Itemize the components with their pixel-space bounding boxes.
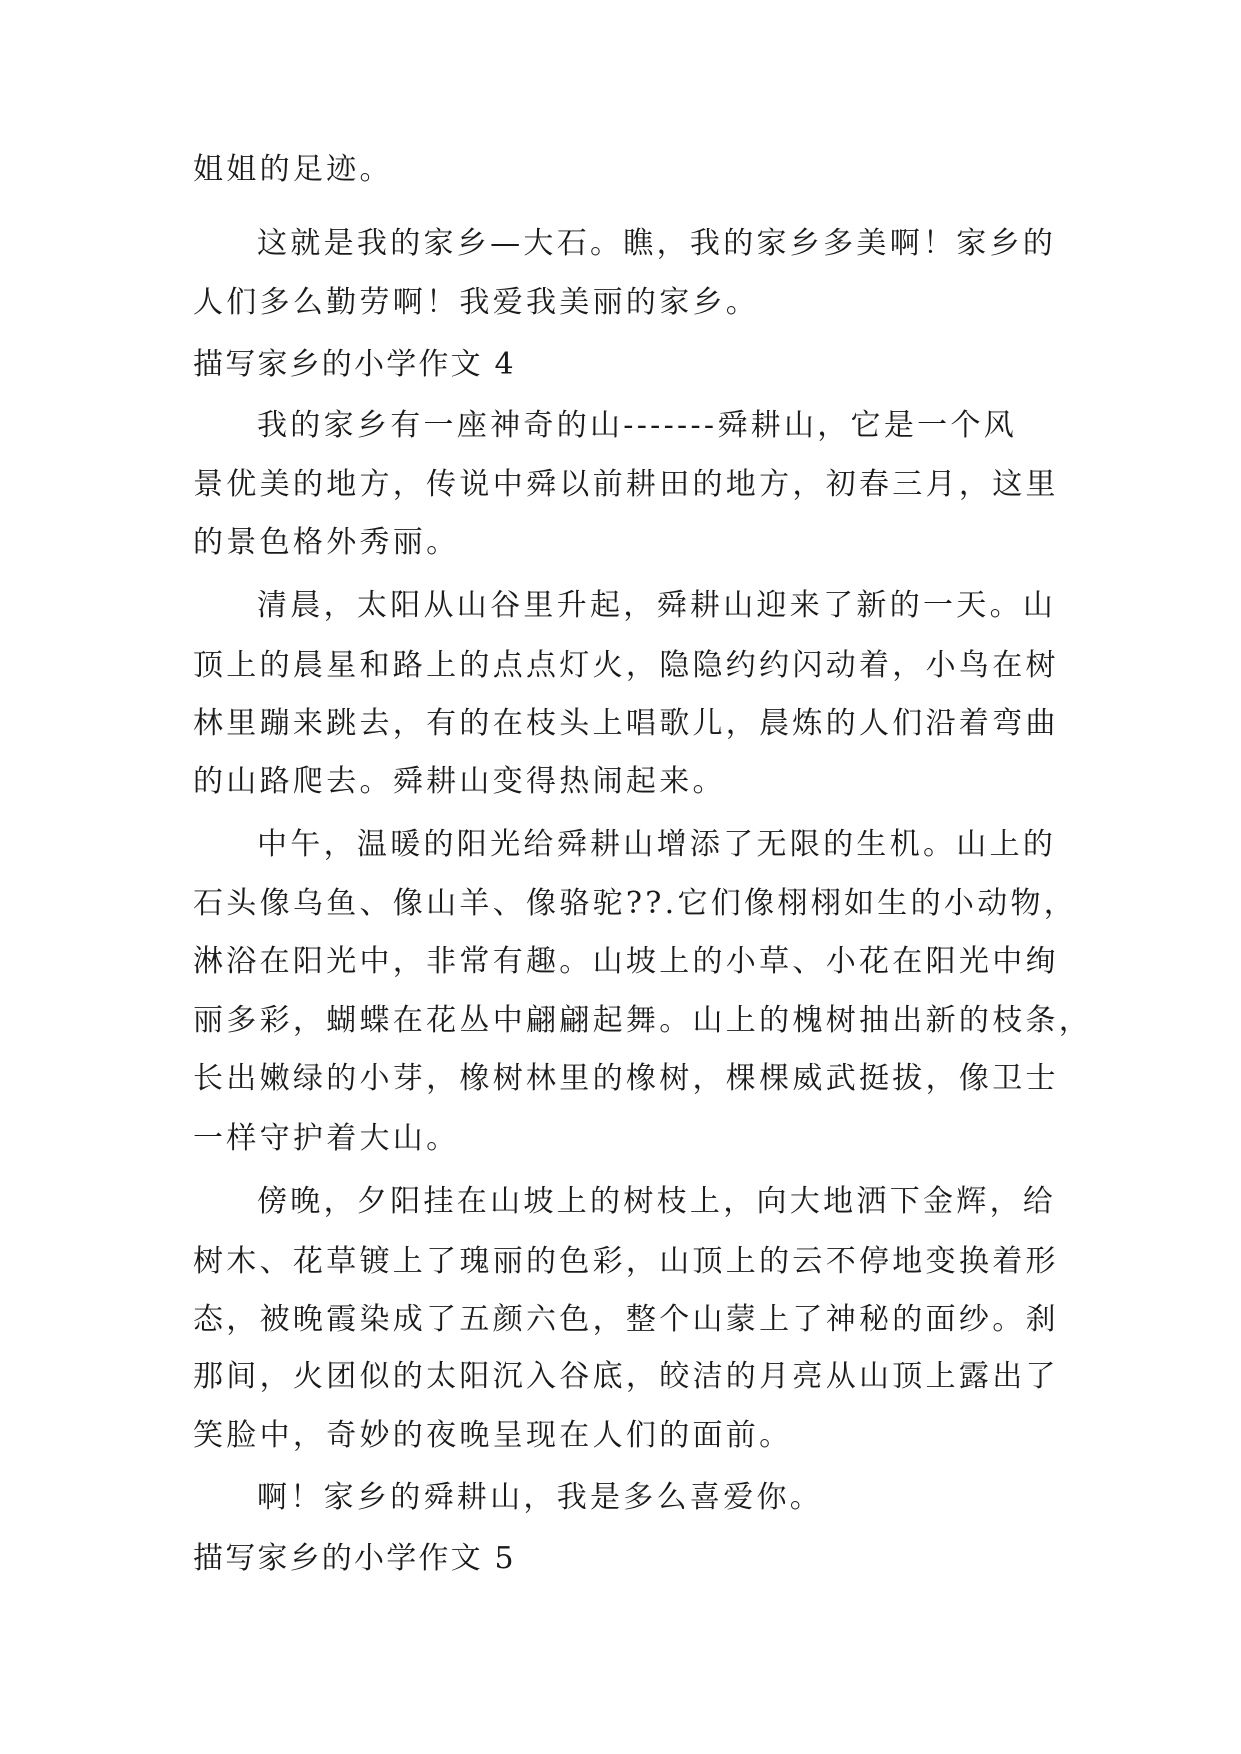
- text-line: 丽多彩，蝴蝶在花丛中翩翩起舞。山上的槐树抽出新的枝条，: [193, 1003, 1093, 1038]
- text-line: 那间，火团似的太阳沉入谷底，皎洁的月亮从山顶上露出了: [193, 1359, 1059, 1394]
- paragraph-start: 中午，温暖的阳光给舜耕山增添了无限的生机。山上的: [257, 827, 1057, 862]
- paragraph-start: 傍晚，夕阳挂在山坡上的树枝上，向大地洒下金辉，给: [257, 1184, 1057, 1219]
- text-line: 景优美的地方，传说中舜以前耕田的地方，初春三月，这里: [193, 467, 1059, 502]
- text-line: 人们多么勤劳啊！我爱我美丽的家乡。: [193, 285, 760, 320]
- paragraph-start: 我的家乡有一座神奇的山-------舜耕山，它是一个风: [257, 408, 1018, 443]
- text-line: 态，被晚霞染成了五颜六色，整个山蒙上了神秘的面纱。刹: [193, 1302, 1059, 1337]
- section-heading: 描写家乡的小学作文 4: [193, 347, 516, 382]
- paragraph-start: 清晨，太阳从山谷里升起，舜耕山迎来了新的一天。山: [257, 588, 1057, 623]
- text-line: 石头像乌鱼、像山羊、像骆驼??.它们像栩栩如生的小动物，: [193, 886, 1078, 921]
- text-line: 笑脸中，奇妙的夜晚呈现在人们的面前。: [193, 1418, 793, 1453]
- text-line: 姐姐的足迹。: [193, 152, 393, 187]
- paragraph-start: 这就是我的家乡—大石。瞧，我的家乡多美啊！家乡的: [257, 226, 1057, 261]
- text-line: 林里蹦来跳去，有的在枝头上唱歌儿，晨炼的人们沿着弯曲: [193, 706, 1059, 741]
- text-line: 顶上的晨星和路上的点点灯火，隐隐约约闪动着，小鸟在树: [193, 648, 1059, 683]
- text-line: 一样守护着大山。: [193, 1121, 460, 1156]
- text-line: 长出嫩绿的小芽，橡树林里的橡树，棵棵威武挺拔，像卫士: [193, 1061, 1059, 1096]
- text-line: 树木、花草镀上了瑰丽的色彩，山顶上的云不停地变换着形: [193, 1244, 1059, 1279]
- paragraph-start: 啊！家乡的舜耕山，我是多么喜爱你。: [257, 1480, 824, 1515]
- text-line: 的山路爬去。舜耕山变得热闹起来。: [193, 764, 726, 799]
- section-heading: 描写家乡的小学作文 5: [193, 1541, 516, 1576]
- text-line: 的景色格外秀丽。: [193, 525, 460, 560]
- text-line: 淋浴在阳光中，非常有趣。山坡上的小草、小花在阳光中绚: [193, 944, 1059, 979]
